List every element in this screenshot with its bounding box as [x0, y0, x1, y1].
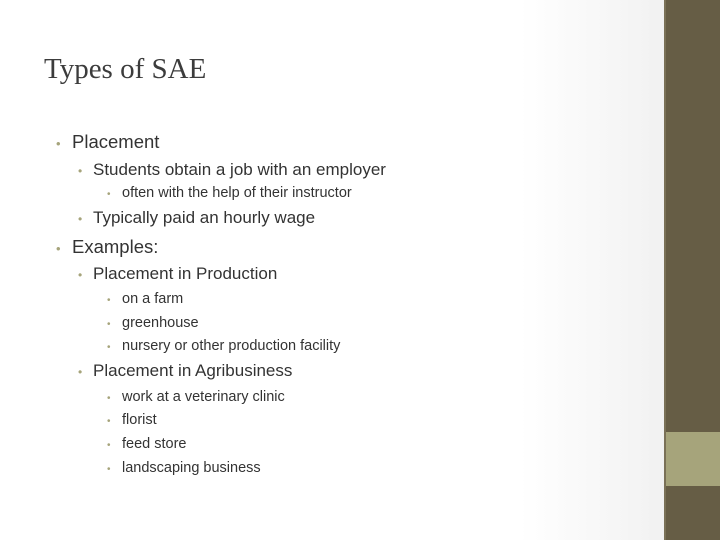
bullet-item-placement-in-agribusiness [78, 361, 292, 382]
right-band-accent-square [666, 432, 720, 486]
bullet-dot-icon: • [107, 295, 111, 306]
bullet-text: nursery or other production facility [122, 338, 341, 354]
bullet-dot-icon: • [78, 212, 83, 226]
bullet-dot-icon: • [107, 342, 111, 353]
bullet-text: work at a veterinary clinic [122, 389, 285, 405]
bullet-item-on-a-farm [107, 290, 183, 310]
bullet-dot-icon: • [107, 464, 111, 475]
bullet-item-students-obtain-job [78, 160, 386, 181]
bullet-text: Examples: [72, 236, 159, 257]
bullet-item-florist [107, 411, 157, 431]
bullet-item-help-of-instructor [107, 184, 352, 204]
bullet-item-feed-store [107, 435, 187, 455]
bullet-item-examples [56, 236, 158, 260]
bullet-text: Placement in Agribusiness [93, 361, 293, 380]
bullet-item-veterinary-clinic [107, 388, 285, 408]
bullet-text: Placement [72, 131, 160, 152]
bullet-text: Placement in Production [93, 264, 278, 283]
bullet-item-nursery-facility [107, 337, 340, 357]
bullet-item-placement [56, 131, 159, 155]
bullet-text: landscaping business [122, 460, 261, 476]
bullet-text: on a farm [122, 291, 184, 307]
slide-title: Types of SAE [44, 53, 207, 85]
bullet-text: often with the help of their instructor [122, 185, 352, 201]
bullet-dot-icon: • [56, 241, 61, 256]
bullet-dot-icon: • [78, 365, 83, 379]
bullet-item-hourly-wage [78, 208, 315, 229]
bullet-dot-icon: • [107, 393, 111, 404]
bullet-dot-icon: • [78, 164, 83, 178]
bullet-dot-icon: • [78, 268, 83, 282]
bullet-dot-icon: • [107, 416, 111, 427]
bullet-item-landscaping-business [107, 459, 261, 479]
bullet-dot-icon: • [107, 440, 111, 451]
bullet-text: florist [122, 412, 157, 428]
bullet-text: Typically paid an hourly wage [93, 208, 316, 227]
bullet-dot-icon: • [56, 136, 61, 151]
bullet-item-placement-in-production [78, 264, 277, 285]
bullet-dot-icon: • [107, 189, 111, 200]
bullet-text: feed store [122, 436, 187, 452]
bullet-text: greenhouse [122, 315, 199, 331]
bullet-item-greenhouse [107, 314, 199, 334]
bullet-text: Students obtain a job with an employer [93, 160, 386, 179]
bullet-dot-icon: • [107, 319, 111, 330]
